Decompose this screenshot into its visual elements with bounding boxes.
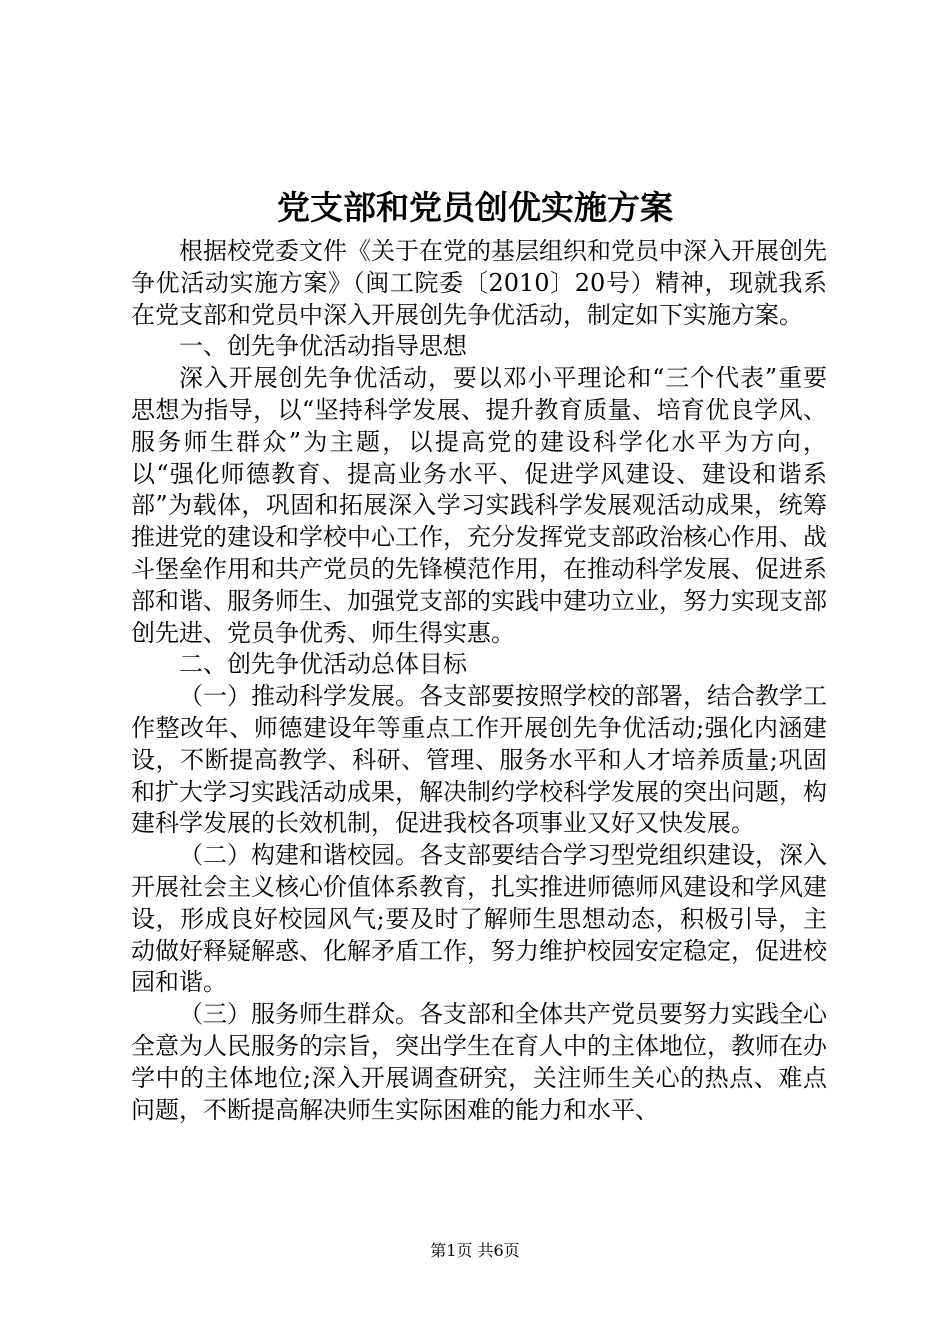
document-title: 党支部和党员创优实施方案 bbox=[277, 188, 673, 227]
paragraph-guiding-thought: 深入开展创先争优活动，要以邓小平理论和“三个代表”重要思想为指导，以“坚持科学发展、提升教育质量、培育优良学风、服务师生群众”为主题，以提高党的建设科学化水平为方向，以“强化师德教育、提高业务水平、促进学风建设、建设和谐系部”为载体，巩固和拓展深入学习实践科学发展观活动成果，统筹推进党的建设和学校中心工作，充分发挥党支部政治核心作用、战斗堡垒作用和共产党员的先锋模范作用，在推动科学发展、促进系部和谐、服务师生、加强党支部的实践中建功立业，努力实现支部创先进、党员争优秀、师生得实惠。 bbox=[131, 364, 827, 647]
paragraph-intro: 根据校党委文件《关于在党的基层组织和党员中深入开展创先争优活动实施方案》（闽工院委〔2010〕20号）精神，现就我系在党支部和党员中深入开展创先争优活动，制定如下实施方案。 bbox=[131, 237, 827, 329]
paragraph-goal-2: （二）构建和谐校园。各支部要结合学习型党组织建设，深入开展社会主义核心价值体系教育，扎实推进师德师风建设和学风建设，形成良好校园风气;要及时了解师生思想动态，积极引导，主动做好释疑解惑、化解矛盾工作，努力维护校园安定稳定，促进校园和谐。 bbox=[131, 841, 827, 997]
paragraph-goal-1: （一）推动科学发展。各支部要按照学校的部署，结合教学工作整改年、师德建设年等重点工作开展创先争优活动;强化内涵建设，不断提高教学、科研、管理、服务水平和人才培养质量;巩固和扩大学习实践活动成果，解决制约学校科学发展的突出问题，构建科学发展的长效机制，促进我校各项事业又好又快发展。 bbox=[131, 682, 827, 838]
heading-guiding-thought: 一、创先争优活动指导思想 bbox=[179, 332, 467, 361]
heading-overall-goals: 二、创先争优活动总体目标 bbox=[179, 650, 467, 679]
paragraph-goal-3: （三）服务师生群众。各支部和全体共产党员要努力实践全心全意为人民服务的宗旨，突出学生在育人中的主体地位，教师在办学中的主体地位;深入开展调查研究，关注师生关心的热点、难点问题，不断提高解决师生实际困难的能力和水平、 bbox=[131, 1000, 827, 1124]
document-body bbox=[131, 236, 827, 1126]
page-number-footer: 第1页 共6页 bbox=[430, 1241, 520, 1260]
